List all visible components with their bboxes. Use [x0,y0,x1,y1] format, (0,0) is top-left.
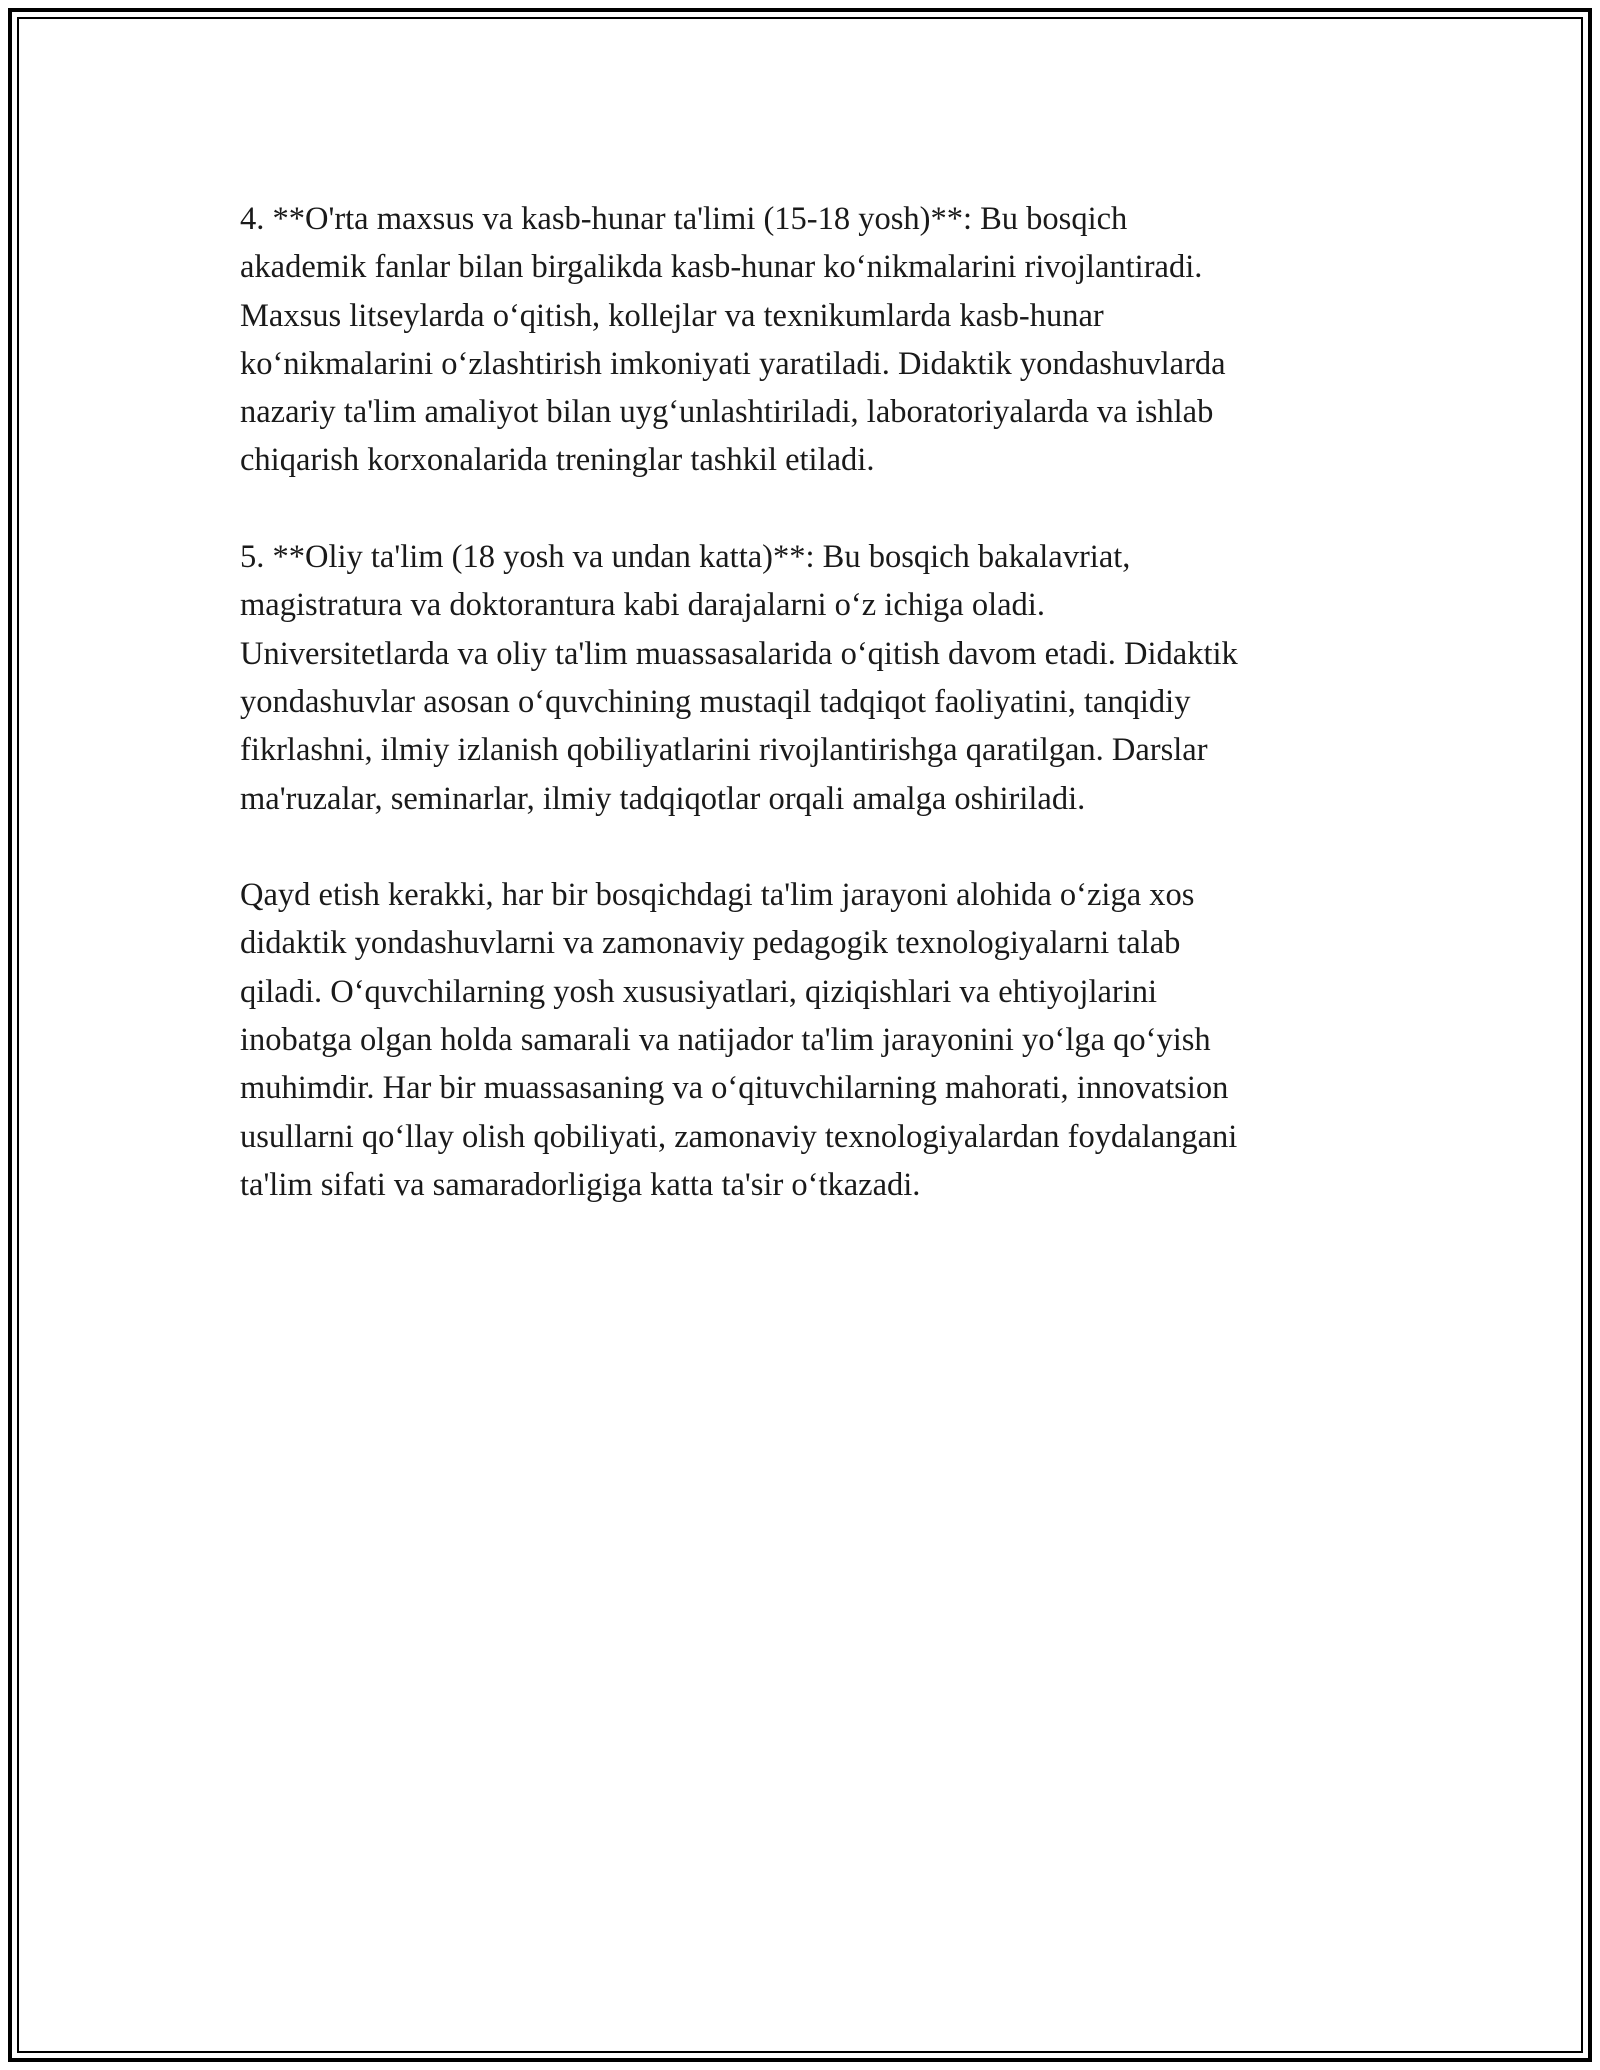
text-line: Universitetlarda va oliy ta'lim muassasalarida o‘qitish davom etadi. Didaktik [240,635,1238,672]
text-line: didaktik yondashuvlarni va zamonaviy pedagogik texnologiyalarni talab [240,925,1181,962]
page-inner-border [17,17,1583,2053]
text-line: qiladi. O‘quvchilarning yosh xususiyatlari, qiziqishlari va ehtiyojlarini [240,973,1158,1010]
text-line: fikrlashni, ilmiy izlanish qobiliyatlarini rivojlantirishga qaratilgan. Darslar [240,732,1208,769]
text-line: muhimdir. Har bir muassasaning va o‘qituvchilarning mahorati, innovatsion [240,1070,1229,1107]
text-line: akademik fanlar bilan birgalikda kasb-hunar ko‘nikmalarini rivojlantiradi. [240,249,1203,286]
text-line: yondashuvlar asosan o‘quvchining mustaqil tadqiqot faoliyatini, tanqidiy [240,683,1191,720]
text-line: 4. **O'rta maxsus va kasb-hunar ta'limi (15-18 yosh)**: Bu bosqich [240,201,1128,237]
text-line: nazariy ta'lim amaliyot bilan uyg‘unlashtiriladi, laboratoriyalarda va ishlab [240,394,1214,431]
paragraph-higher-education [240,533,1400,823]
text-line: Qayd etish kerakki, har bir bosqichdagi ta'lim jarayoni alohida o‘ziga xos [240,877,1195,914]
paragraph-secondary-vocational-education [240,195,1400,485]
text-line: ko‘nikmalarini o‘zlashtirish imkoniyati yaratiladi. Didaktik yondashuvlarda [240,345,1226,382]
text-line: ma'ruzalar, seminarlar, ilmiy tadqiqotlar orqali amalga oshiriladi. [240,780,1086,817]
text-line: usullarni qo‘llay olish qobiliyati, zamonaviy texnologiyalardan foydalangani [240,1118,1238,1155]
document-body [240,195,1400,1258]
text-line: magistratura va doktorantura kabi darajalarni o‘z ichiga oladi. [240,587,1045,624]
text-line: Maxsus litseylarda o‘qitish, kollejlar va texnikumlarda kasb-hunar [240,297,1104,334]
text-line: inobatga olgan holda samarali va natijador ta'lim jarayonini yo‘lga qo‘yish [240,1022,1211,1059]
paragraph-conclusion [240,871,1400,1209]
text-line: ta'lim sifati va samaradorligiga katta ta'sir o‘tkazadi. [240,1166,921,1203]
text-line: 5. **Oliy ta'lim (18 yosh va undan katta)**: Bu bosqich bakalavriat, [240,539,1131,576]
text-line: chiqarish korxonalarida treninglar tashkil etiladi. [240,442,875,479]
page-border [8,8,1592,2062]
